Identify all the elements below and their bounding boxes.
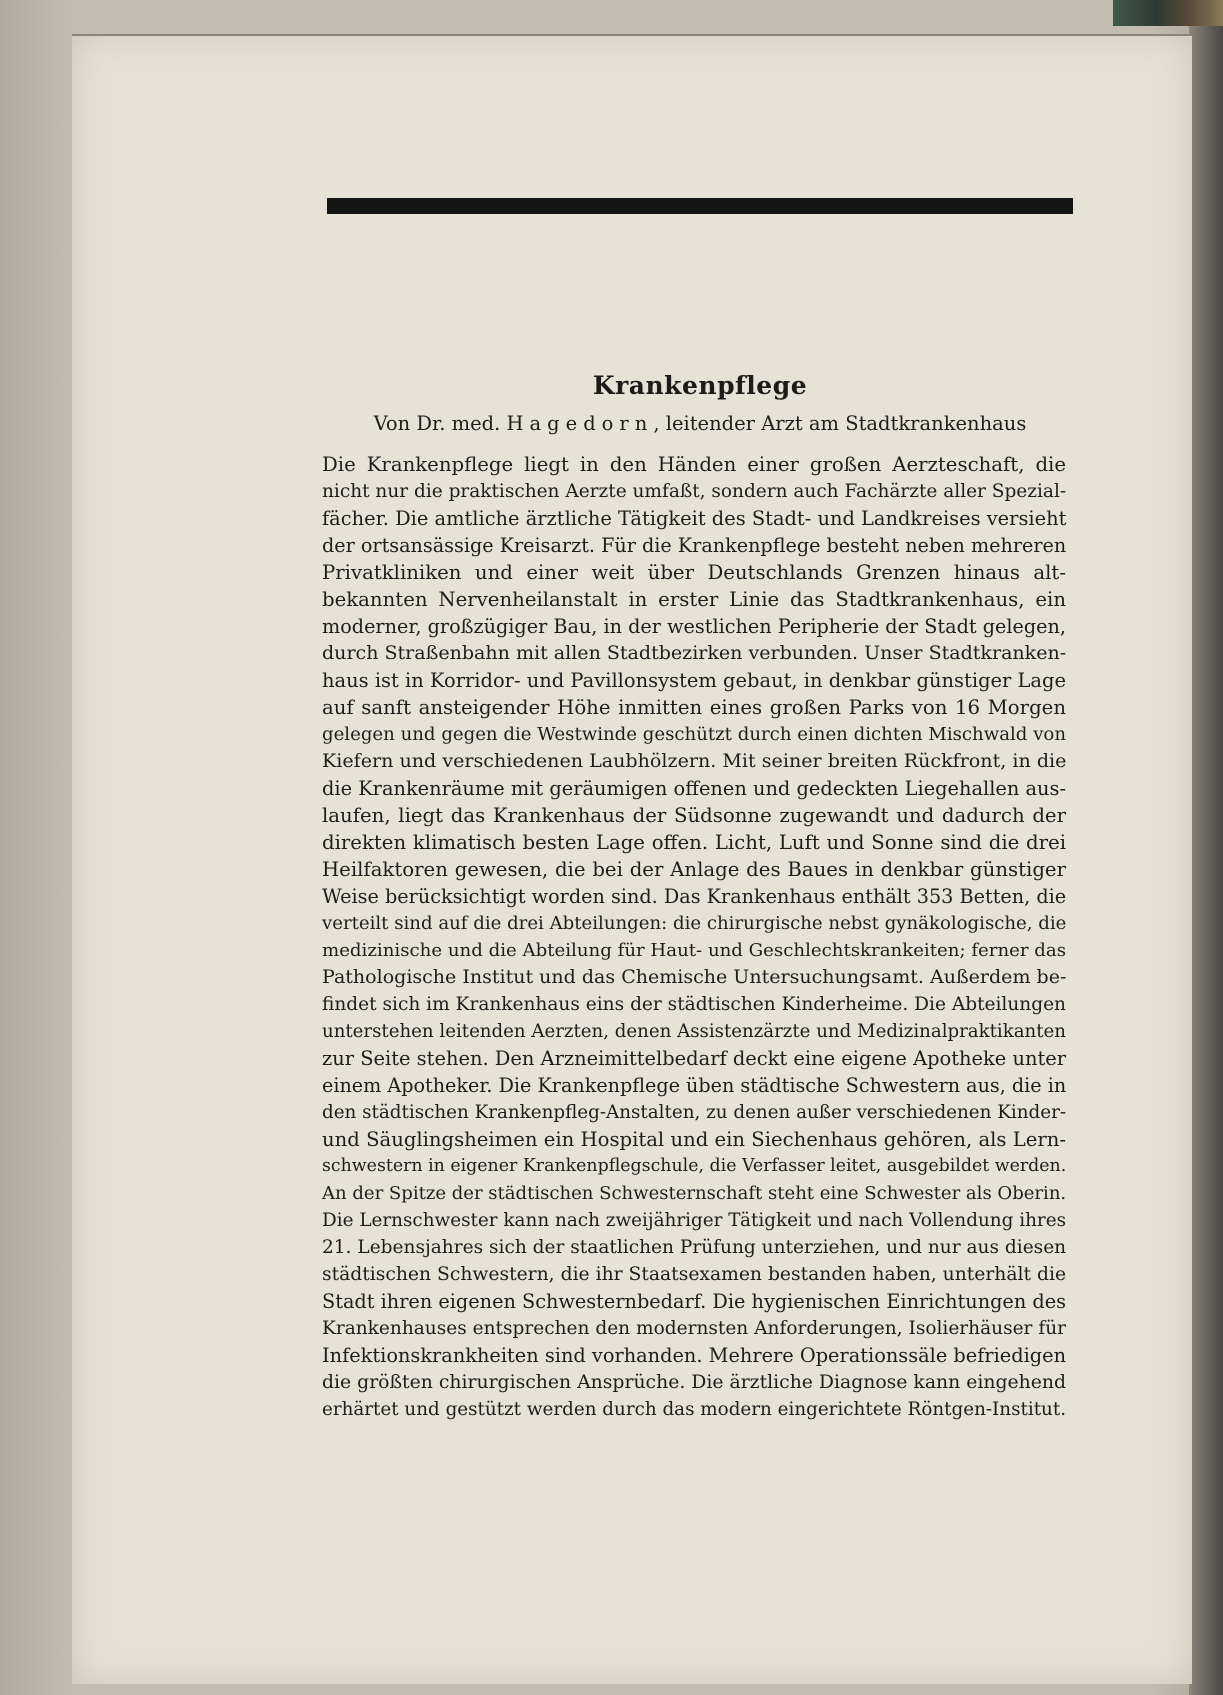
body-line: An der Spitze der städtischen Schwesternschaft steht eine Schwester als Oberin. <box>322 1183 1067 1204</box>
body-line: Die Krankenpflege liegt in den Händen einer großen Aerzteschaft, die <box>322 453 1066 476</box>
body-line: fächer. Die amtliche ärztliche Tätigkeit des Stadt- und Landkreises versieht <box>322 507 1067 530</box>
article-body <box>322 451 1066 1423</box>
body-line: durch Straßenbahn mit allen Stadtbezirken verbunden. Unser Stadtkranken- <box>322 642 1067 664</box>
body-line: städtischen Schwestern, die ihr Staatsexamen bestanden haben, unterhält die <box>322 1264 1067 1285</box>
body-line: moderner, großzügiger Bau, in der westlichen Peripherie der Stadt gelegen, <box>322 615 1066 638</box>
body-line: Pathologische Institut und das Chemische Untersuchungsamt. Außerdem be- <box>322 966 1067 988</box>
book-spine-corner <box>1113 0 1223 26</box>
body-line: 21. Lebensjahres sich der staatlichen Prüfung unterziehen, und nur aus diesen <box>322 1237 1067 1258</box>
body-line: gelegen und gegen die Westwinde geschützt durch einen dichten Mischwald von <box>322 724 1066 745</box>
body-line: haus ist in Korridor- und Pavillonsystem gebaut, in denkbar günstiger Lage <box>322 669 1066 692</box>
body-line: zur Seite stehen. Den Arzneimittelbedarf deckt eine eigene Apotheke unter <box>322 1047 1067 1070</box>
article-title: Krankenpflege <box>592 371 808 400</box>
body-line: laufen, liegt das Krankenhaus der Südsonne zugewandt und dadurch der <box>322 804 1066 827</box>
body-line: Heilfaktoren gewesen, die bei der Anlage des Baues in denkbar günstiger <box>322 858 1066 881</box>
body-line: Infektionskrankheiten sind vorhanden. Mehrere Operationssäle befriedigen <box>322 1344 1067 1367</box>
author-name: Hagedorn <box>506 412 654 435</box>
body-line: die größten chirurgischen Ansprüche. Die ärztliche Diagnose kann eingehend <box>322 1372 1066 1393</box>
body-line: verteilt sind auf die drei Abteilungen: die chirurgische nebst gynäkologische, die <box>322 913 1067 934</box>
body-line: Kiefern und verschiedenen Laubhölzern. Mit seiner breiten Rückfront, in die <box>322 750 1067 772</box>
body-line: findet sich im Krankenhaus eins der städtischen Kinderheime. Die Abteilungen <box>322 994 1066 1015</box>
body-line: medizinische und die Abteilung für Haut- und Geschlechtskrankeiten; ferner das <box>322 940 1067 961</box>
body-line: schwestern in eigener Krankenpflegschule, die Verfasser leitet, ausgebildet werden. <box>322 1156 1067 1176</box>
body-line: Krankenhauses entsprechen den modernsten Anforderungen, Isolierhäuser für <box>322 1318 1066 1339</box>
body-line: die Krankenräume mit geräumigen offenen und gedeckten Liegehallen aus- <box>322 777 1066 800</box>
byline-suffix: , leitender Arzt am Stadtkrankenhaus <box>653 412 1027 435</box>
body-line: nicht nur die praktischen Aerzte umfaßt, sondern auch Fachärzte aller Spezial- <box>322 481 1067 502</box>
body-line: Privatkliniken und einer weit über Deutschlands Grenzen hinaus alt- <box>322 561 1066 584</box>
header-rule <box>327 198 1073 214</box>
body-line: direkten klimatisch besten Lage offen. Licht, Luft und Sonne sind die drei <box>322 831 1066 854</box>
body-line: unterstehen leitenden Aerzten, denen Assistenzärzte und Medizinalpraktikanten <box>322 1021 1066 1042</box>
body-line: und Säuglingsheimen ein Hospital und ein Siechenhaus gehören, als Lern- <box>322 1128 1066 1151</box>
body-line: erhärtet und gestützt werden durch das modern eingerichtete Röntgen-Institut. <box>322 1399 1067 1420</box>
body-line: den städtischen Krankenpfleg-Anstalten, zu denen außer verschiedenen Kinder- <box>322 1102 1066 1123</box>
body-line: Die Lernschwester kann nach zweijähriger Tätigkeit und nach Vollendung ihres <box>322 1210 1066 1231</box>
byline-prefix: Von Dr. med. <box>373 412 501 435</box>
body-line: Stadt ihren eigenen Schwesternbedarf. Die hygienischen Einrichtungen des <box>322 1290 1066 1313</box>
book-binding-edge <box>1189 0 1223 1695</box>
body-line: der ortsansässige Kreisarzt. Für die Krankenpflege besteht neben mehreren <box>322 534 1067 557</box>
body-line: auf sanft ansteigender Höhe inmitten eines großen Parks von 16 Morgen <box>322 696 1066 719</box>
page-top-edge <box>72 34 1192 36</box>
article-byline <box>300 412 1100 435</box>
body-line: bekannten Nervenheilanstalt in erster Linie das Stadtkrankenhaus, ein <box>322 588 1066 611</box>
body-line: Weise berücksichtigt worden sind. Das Krankenhaus enthält 353 Betten, die <box>322 885 1067 908</box>
body-line: einem Apotheker. Die Krankenpflege üben städtische Schwestern aus, die in <box>322 1074 1067 1097</box>
